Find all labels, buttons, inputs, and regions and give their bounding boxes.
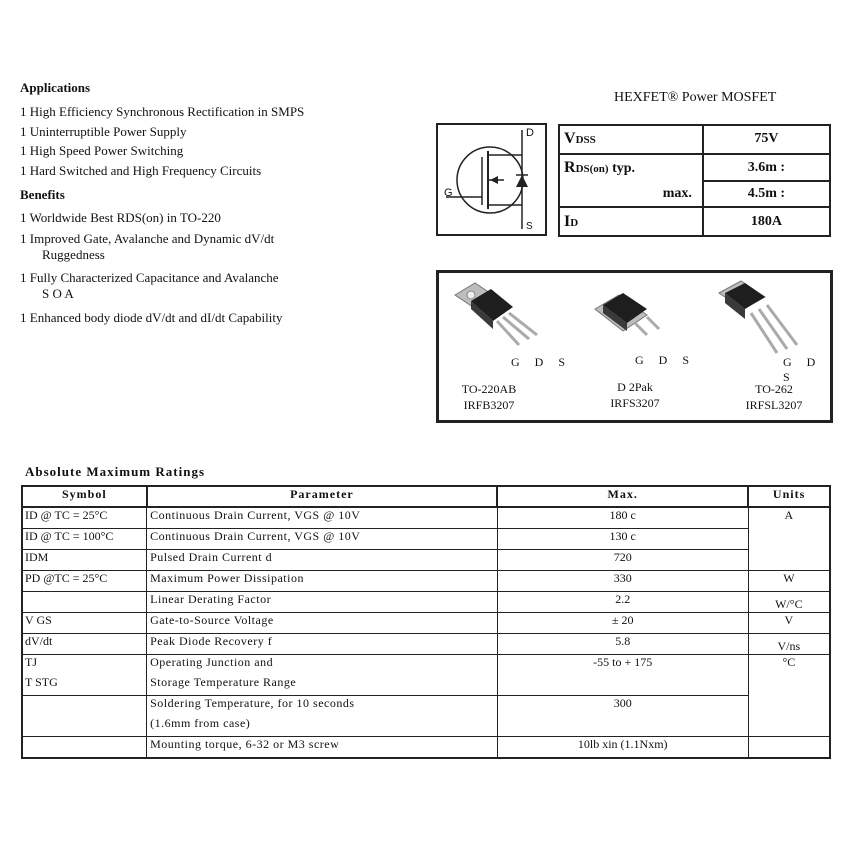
parameter-cell: Operating Junction and — [147, 655, 498, 676]
units-cell: W/°C — [748, 592, 830, 613]
package-name: TO-220AB — [461, 382, 517, 396]
symbol-cell: V GS — [22, 613, 147, 634]
application-item: 1 Hard Switched and High Frequency Circuits — [20, 163, 262, 178]
table-row — [22, 613, 830, 634]
parameter-cell: Storage Temperature Range — [147, 675, 498, 696]
spec-label: max. — [559, 181, 703, 207]
symbol-cell — [22, 592, 147, 613]
drain-label: D — [526, 127, 534, 139]
max-cell — [497, 675, 748, 696]
units-cell: °C — [748, 655, 830, 676]
table-row — [22, 592, 830, 613]
table-row — [22, 571, 830, 592]
table-row — [22, 716, 830, 737]
package-name: D 2Pak — [617, 380, 653, 394]
parameter-cell: Soldering Temperature, for 10 seconds — [147, 696, 498, 717]
table-row — [22, 634, 830, 655]
max-cell: 720 — [497, 550, 748, 571]
units-cell — [748, 675, 830, 696]
package-part: IRFB3207 — [463, 398, 515, 412]
units-cell — [748, 716, 830, 737]
benefit-item: 1 Worldwide Best RDS(on) in TO-220 — [20, 210, 221, 225]
parameter-cell: Pulsed Drain Current d — [147, 550, 498, 571]
header-units: Units — [748, 486, 830, 507]
units-cell: V — [748, 613, 830, 634]
parameter-cell: Mounting torque, 6-32 or M3 screw — [147, 737, 498, 759]
table-row — [22, 696, 830, 717]
symbol-cell — [22, 696, 147, 717]
to220-package-icon — [447, 277, 547, 357]
parameter-cell: (1.6mm from case) — [147, 716, 498, 737]
header-symbol: Symbol — [22, 486, 147, 507]
max-cell: 5.8 — [497, 634, 748, 655]
symbol-cell: T STG — [22, 675, 147, 696]
application-item: 1 High Speed Power Switching — [20, 143, 184, 158]
units-cell — [748, 696, 830, 717]
package-pin-labels: G D S — [635, 353, 696, 367]
header-max: Max. — [497, 486, 748, 507]
table-row — [22, 550, 830, 571]
spec-label: RDS(on) typ. — [559, 154, 703, 181]
max-cell: ± 20 — [497, 613, 748, 634]
spec-row-max — [559, 181, 830, 207]
max-cell: 300 — [497, 696, 748, 717]
package-part: IRFS3207 — [610, 396, 660, 410]
max-cell: 2.2 — [497, 592, 748, 613]
symbol-cell: PD @TC = 25°C — [22, 571, 147, 592]
mosfet-symbol-box — [436, 123, 547, 236]
table-row — [22, 655, 830, 676]
spec-row-id — [559, 207, 830, 236]
symbol-cell: dV/dt — [22, 634, 147, 655]
table-row — [22, 529, 830, 550]
page-title: HEXFET® Power MOSFET — [614, 90, 777, 105]
benefit-item: 1 Fully Characterized Capacitance and Avalanche — [20, 270, 279, 285]
units-cell — [748, 737, 830, 759]
max-cell: 10lb xin (1.1Nxm) — [497, 737, 748, 759]
package-pin-labels: G D S — [511, 355, 572, 369]
benefit-item: 1 Enhanced body diode dV/dt and dI/dt Capability — [20, 310, 283, 325]
applications-heading: Applications — [20, 80, 91, 95]
ratings-title: Absolute Maximum Ratings — [25, 464, 206, 479]
d2pak-package-icon — [589, 279, 669, 349]
benefit-item-continuation: S O A — [42, 286, 74, 301]
spec-label: VDSS — [559, 125, 703, 154]
spec-row-vdss — [559, 125, 830, 154]
parameter-cell: Continuous Drain Current, VGS @ 10V — [147, 529, 498, 550]
max-cell: 130 c — [497, 529, 748, 550]
max-cell — [497, 716, 748, 737]
max-cell: 330 — [497, 571, 748, 592]
mosfet-symbol-icon — [438, 125, 545, 234]
parameter-cell: Continuous Drain Current, VGS @ 10V — [147, 507, 498, 529]
symbol-cell: TJ — [22, 655, 147, 676]
package-pin-labels: G D S — [783, 355, 822, 384]
package-name: TO-262 — [755, 382, 793, 396]
units-cell: W — [748, 571, 830, 592]
max-cell: 180 c — [497, 507, 748, 529]
spec-value: 75V — [703, 125, 830, 154]
ratings-table — [21, 485, 831, 759]
symbol-cell: ID @ TC = 100°C — [22, 529, 147, 550]
spec-value: 3.6m : — [703, 154, 830, 181]
units-cell: V/ns — [748, 634, 830, 655]
parameter-cell: Linear Derating Factor — [147, 592, 498, 613]
symbol-cell: ID @ TC = 25°C — [22, 507, 147, 529]
table-row — [22, 675, 830, 696]
units-cell: A — [748, 507, 830, 571]
benefits-heading: Benefits — [20, 187, 65, 202]
symbol-cell — [22, 737, 147, 759]
header-parameter: Parameter — [147, 486, 498, 507]
package-part: IRFSL3207 — [745, 398, 803, 412]
package-box — [436, 270, 833, 423]
symbol-cell — [22, 716, 147, 737]
spec-label: ID — [559, 207, 703, 236]
spec-row-rds — [559, 154, 830, 181]
key-spec-table — [558, 124, 831, 237]
parameter-cell: Peak Diode Recovery f — [147, 634, 498, 655]
gate-label: G — [444, 187, 453, 199]
spec-value: 4.5m : — [703, 181, 830, 207]
symbol-cell: IDM — [22, 550, 147, 571]
benefit-item-continuation: Ruggedness — [42, 247, 105, 262]
source-label: S — [526, 221, 533, 232]
table-row — [22, 507, 830, 529]
application-item: 1 High Efficiency Synchronous Rectification in SMPS — [20, 104, 305, 119]
to262-package-icon — [711, 275, 811, 361]
ratings-header-row — [22, 486, 830, 507]
table-row — [22, 737, 830, 759]
spec-value: 180A — [703, 207, 830, 236]
application-item: 1 Uninterruptible Power Supply — [20, 124, 187, 139]
parameter-cell: Maximum Power Dissipation — [147, 571, 498, 592]
parameter-cell: Gate-to-Source Voltage — [147, 613, 498, 634]
benefit-item: 1 Improved Gate, Avalanche and Dynamic dV/dt — [20, 231, 275, 246]
max-cell: -55 to + 175 — [497, 655, 748, 676]
